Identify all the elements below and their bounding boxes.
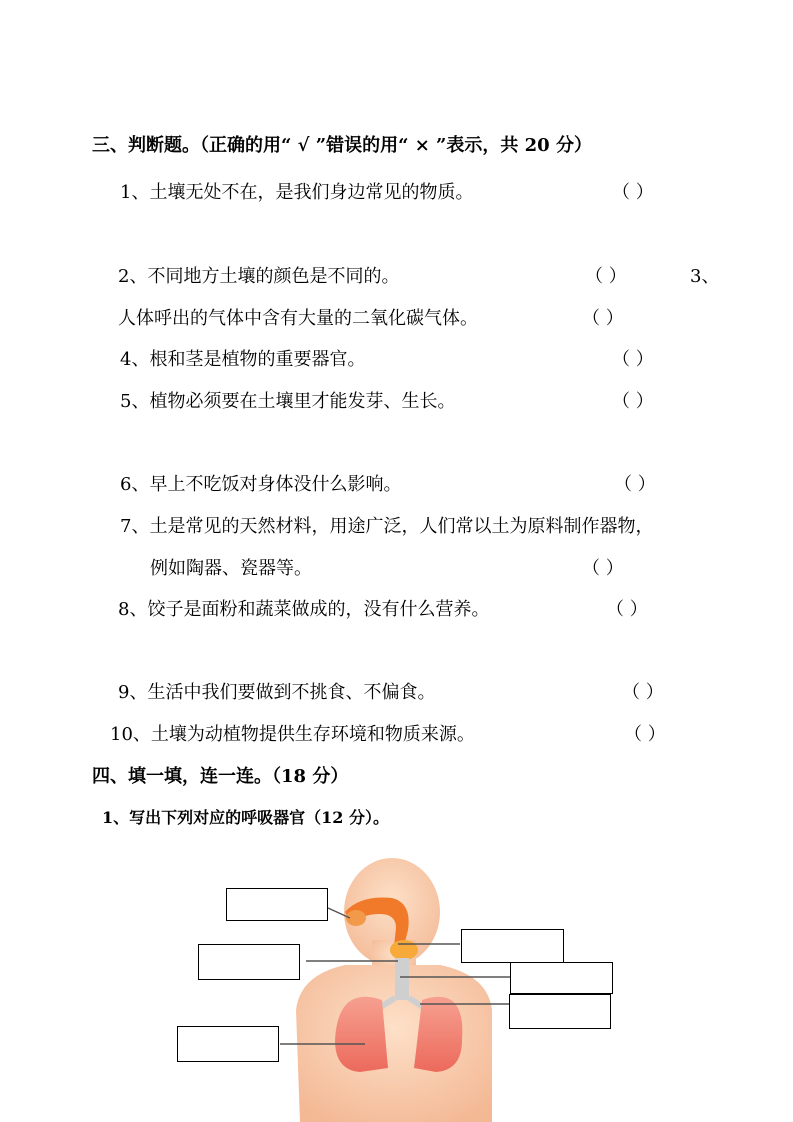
question-7-line1: 7、土是常见的天然材料，用途广泛，人们常以土为原料制作器物， bbox=[120, 516, 654, 537]
answer-paren-3[interactable]: （ ） bbox=[582, 308, 624, 329]
answer-box-larynx[interactable] bbox=[461, 929, 564, 963]
question-4: 4、根和茎是植物的重要器官。 bbox=[120, 349, 366, 370]
answer-box-trachea[interactable] bbox=[510, 962, 613, 994]
question-2: 2、不同地方土壤的颜色是不同的。 bbox=[118, 266, 400, 287]
answer-box-nose[interactable] bbox=[226, 888, 328, 921]
question-10: 10、土壤为动植物提供生存环境和物质来源。 bbox=[110, 724, 475, 745]
answer-paren-5[interactable]: （ ） bbox=[612, 391, 654, 412]
section3-title: 三、判断题。（正确的用“ √ ”错误的用“ × ”表示，共 20 分） bbox=[92, 135, 592, 156]
question-7-line2: 例如陶器、瓷器等。 bbox=[150, 558, 312, 579]
question-1: 1、土壤无处不在，是我们身边常见的物质。 bbox=[120, 182, 474, 203]
answer-paren-8[interactable]: （ ） bbox=[606, 599, 648, 620]
answer-paren-6[interactable]: （ ） bbox=[614, 474, 656, 495]
answer-paren-9[interactable]: （ ） bbox=[622, 682, 664, 703]
question-3: 人体呼出的气体中含有大量的二氧化碳气体。 bbox=[118, 308, 478, 329]
right-lung-shape bbox=[414, 997, 462, 1072]
answer-paren-4[interactable]: （ ） bbox=[612, 349, 654, 370]
trachea-shape bbox=[395, 958, 409, 1000]
answer-paren-10[interactable]: （ ） bbox=[624, 724, 666, 745]
question-9: 9、生活中我们要做到不挑食、不偏食。 bbox=[118, 682, 436, 703]
question-8: 8、饺子是面粉和蔬菜做成的，没有什么营养。 bbox=[118, 599, 490, 620]
answer-box-pharynx[interactable] bbox=[198, 944, 300, 980]
question-3-number: 3、 bbox=[690, 266, 720, 287]
answer-paren-7[interactable]: （ ） bbox=[582, 558, 624, 579]
section4-title: 四、填一填，连一连。（18 分） bbox=[92, 766, 349, 787]
answer-paren-1[interactable]: （ ） bbox=[612, 182, 654, 203]
larynx-shape bbox=[390, 940, 418, 960]
answer-paren-2[interactable]: （ ） bbox=[585, 266, 627, 287]
question-5: 5、植物必须要在土壤里才能发芽、生长。 bbox=[120, 391, 456, 412]
section4-subquestion-1: 1、写出下列对应的呼吸器官（12 分）。 bbox=[102, 808, 389, 827]
answer-box-bronchi[interactable] bbox=[509, 994, 611, 1029]
answer-box-lung[interactable] bbox=[177, 1026, 279, 1062]
question-6: 6、早上不吃饭对身体没什么影响。 bbox=[120, 474, 402, 495]
